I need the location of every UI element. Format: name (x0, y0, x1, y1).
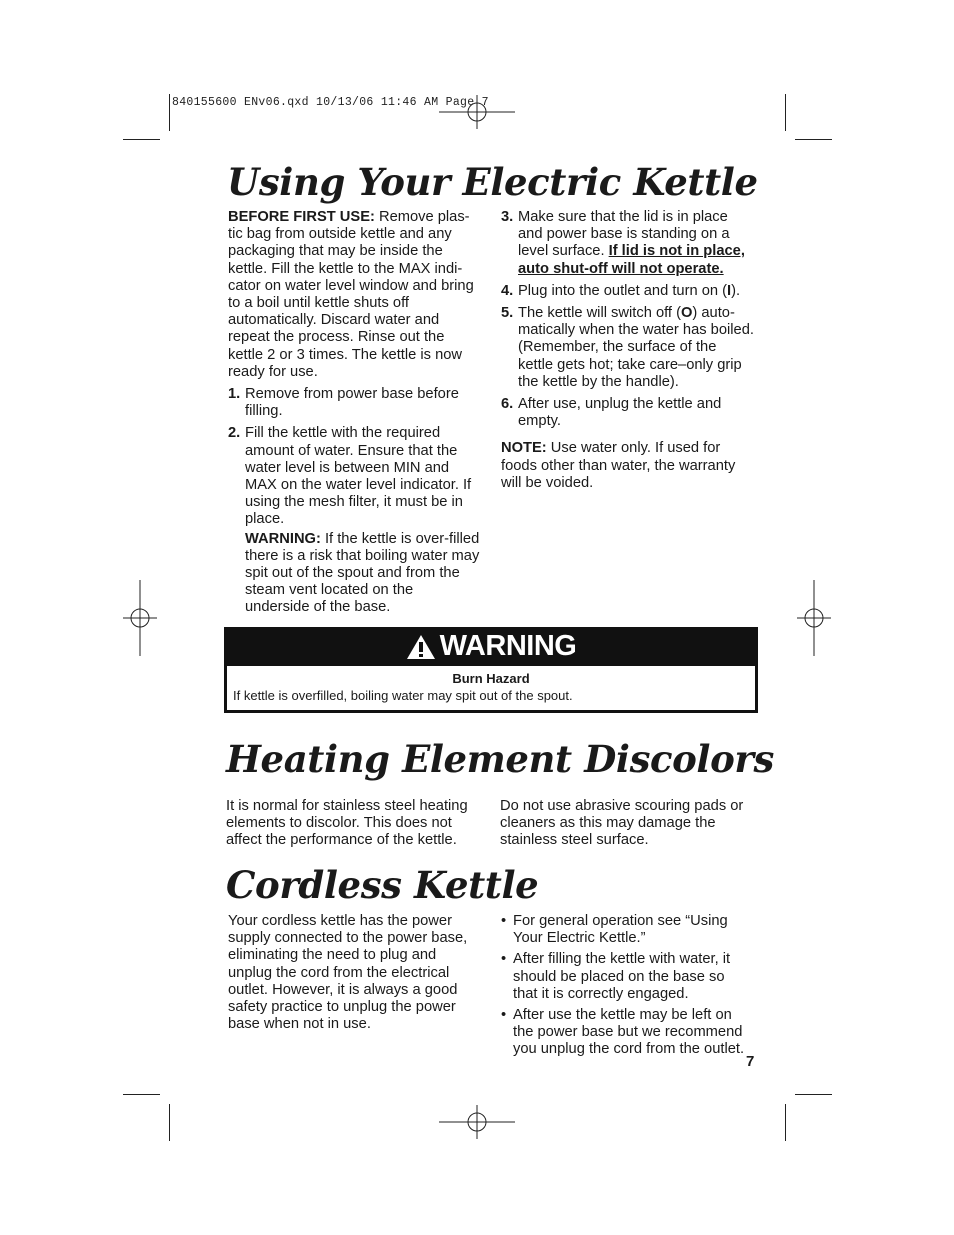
crop-mark-top-right-v (785, 94, 786, 131)
before-first-use-text: Remove plas-tic bag from outside kettle and any packaging that may be inside the kettle. Fill the kettle to the MAX indi-cator on water level window and bring to a boil until kettle shuts off automatically. Discard water and repeat the process. Rinse out the kettle 2 or 3 times. The kettle is now ready for use. (228, 209, 474, 380)
burn-hazard-heading: Burn Hazard (452, 671, 530, 686)
page-number: 7 (746, 1053, 755, 1070)
step-number: 5. (501, 305, 514, 322)
step-2-text: Fill the kettle with the required amount of water. Ensure that the water level is between MIN and MAX on the water level indicator. If using the mesh filter, it must be in place. (245, 425, 472, 528)
bullet: • (501, 951, 507, 968)
step-text: Remove from power base before filling. (245, 386, 459, 420)
warning-content (227, 666, 755, 710)
section1-left-column (228, 209, 480, 617)
heating-right-paragraph: Do not use abrasive scouring pads or cleaners as this may damage the stainless steel surface. (500, 798, 744, 849)
section-title-cordless: Cordless Kettle (226, 863, 539, 907)
step-4-post: ). (731, 282, 741, 299)
crop-mark-top-left-h (123, 139, 160, 140)
cordless-bullet-list (501, 909, 753, 1059)
crop-mark-bottom-left-h (123, 1094, 160, 1095)
off-symbol: O (680, 305, 693, 322)
crop-mark-top-right-h (795, 139, 832, 140)
step-3-emphasis: If lid is not in place, auto shut-off will not operate. (518, 243, 745, 277)
bullet: • (501, 913, 507, 929)
registration-mark-left-icon (123, 580, 157, 656)
warning-label: WARNING: (245, 530, 321, 547)
step-4 (501, 283, 754, 300)
warning-header (224, 627, 758, 666)
section-title-using: Using Your Electric Kettle (227, 160, 758, 204)
burn-hazard-text: If kettle is overfilled, boiling water may spit out of the spout. (233, 688, 573, 703)
step-text (245, 425, 480, 616)
overfill-warning-paragraph (245, 531, 480, 617)
bullet: • (501, 1007, 507, 1024)
crop-mark-bottom-left-v (169, 1104, 170, 1141)
step-number: 2. (228, 425, 241, 442)
step-number: 4. (501, 282, 514, 299)
step-text (518, 209, 754, 278)
step-2 (228, 425, 480, 616)
crop-mark-bottom-right-h (795, 1094, 832, 1095)
step-5 (501, 305, 754, 391)
step-4-pre: Plug into the outlet and turn on ( (518, 282, 728, 299)
note-text: Use water only. If used for foods other than water, the warranty will be voided. (501, 440, 736, 491)
step-6 (501, 396, 754, 430)
step-text (518, 305, 754, 391)
step-3 (501, 209, 754, 278)
list-item (501, 913, 753, 947)
note-paragraph (501, 440, 754, 492)
step-number: 6. (501, 396, 514, 413)
section1-right-column (501, 209, 754, 492)
list-item (501, 1007, 753, 1059)
cordless-left-paragraph: Your cordless kettle has the power supply connected to the power base, eliminating the need to plug and unplug the cord from the electrical outlet. However, it is always a good safety practice to unplug the power base when not in use. (228, 913, 468, 1033)
step-1 (228, 386, 480, 420)
on-symbol: I (727, 282, 732, 299)
list-item-text: After use the kettle may be left on the power base but we recommend you unplug the cord from the outlet. (513, 1007, 745, 1058)
section-title-heating: Heating Element Discolors (226, 737, 774, 781)
burn-hazard-warning-box (224, 627, 758, 713)
registration-mark-right-icon (797, 580, 831, 656)
heating-left-paragraph: It is normal for stainless steel heating elements to discolor. This does not affect the performance of the kettle. (226, 798, 468, 849)
warning-triangle-icon (406, 634, 436, 660)
print-slug: 840155600 ENv06.qxd 10/13/06 11:46 AM Page 7 (172, 96, 489, 109)
list-item-text: For general operation see “Using Your Electric Kettle.” (513, 913, 728, 947)
before-first-use-label: BEFORE FIRST USE: (228, 209, 375, 225)
step-text: After use, unplug the kettle and empty. (518, 396, 722, 430)
warning-text: If the kettle is over-filled there is a risk that boiling water may spit out of the spout and from the steam vent located on the underside of the base. (245, 530, 480, 616)
registration-mark-bottom-icon (439, 1105, 515, 1139)
warning-heading: WARNING (439, 630, 577, 662)
step-text (518, 283, 754, 300)
step-number: 1. (228, 386, 241, 403)
list-item-text: After filling the kettle with water, it should be placed on the base so that it is correctly engaged. (513, 951, 731, 1002)
crop-mark-bottom-right-v (785, 1104, 786, 1141)
registration-mark-top-icon (439, 95, 515, 129)
list-item (501, 951, 753, 1003)
step-number: 3. (501, 209, 514, 225)
note-label: NOTE: (501, 440, 547, 457)
step-3-text: Make sure that the lid is in place and power base is standing on a level surface. (518, 209, 730, 260)
step-5-post: ) auto-matically when the water has boiled. (Remember, the surface of the kettle gets hot; take care–only grip the kettle by the handle). (518, 305, 754, 390)
step-5-pre: The kettle will switch off ( (518, 305, 681, 322)
before-first-use-paragraph (228, 209, 480, 381)
crop-mark-top-left-v (169, 94, 170, 131)
